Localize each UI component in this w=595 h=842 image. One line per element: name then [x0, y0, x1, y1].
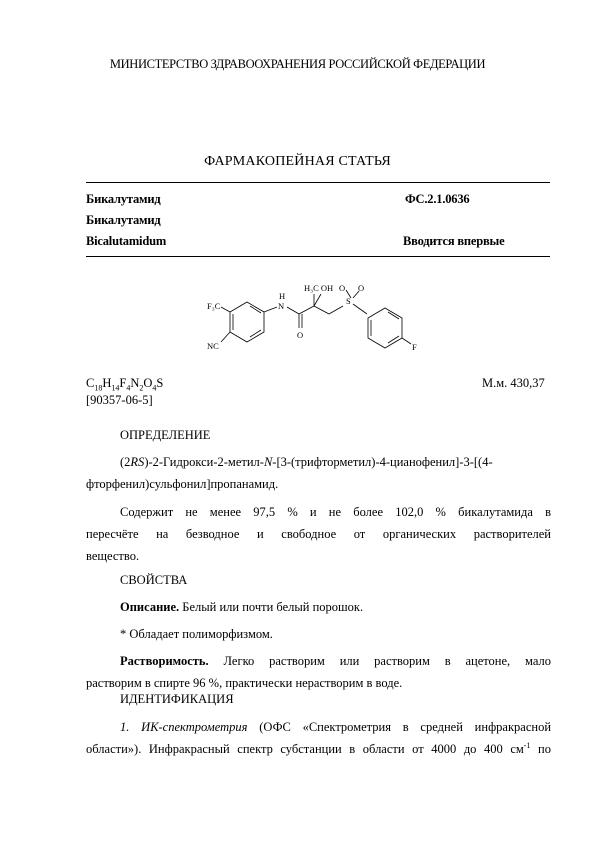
- molecular-mass: М.м. 430,37: [482, 376, 545, 390]
- introduction-status: Вводится впервые: [403, 234, 505, 248]
- latin-name: Bicalutamidum: [86, 234, 167, 248]
- nc-label: NC: [207, 341, 219, 351]
- substance-name-2: Бикалутамид: [86, 213, 161, 227]
- f3c-label: F₃C: [207, 301, 221, 311]
- h3c-oh-label: H₃C OH: [304, 283, 334, 293]
- solubility-line-2: растворим в спирте 96 %, практически нерастворим в воде.: [86, 676, 403, 690]
- molecular-formula: $C_{18}H_{14}F_4N_2O_4S$: [86, 376, 164, 393]
- sulfonyl-o2-label: O: [358, 283, 365, 293]
- n-label: N: [278, 301, 285, 311]
- definition-chemical-name-cont: фторфенил)сульфонил]пропанамид.: [86, 477, 279, 491]
- ir-spectrometry-line-2: области»). Инфракрасный спектр субстанции в области от 4000 до 400 $см^{-1}$ по: [86, 740, 551, 756]
- definition-chemical-name: (2RS)-2-Гидрокси-2-метил-N-[3-(трифторметил)-4-цианофенил]-3-[(4-: [120, 455, 493, 469]
- divider-top: [86, 182, 550, 183]
- content-line-2: пересчёте на безводное и свободное от органических растворителей: [86, 527, 551, 541]
- substance-name-1: Бикалутамид: [86, 192, 161, 206]
- carbonyl-o-label: O: [297, 330, 304, 340]
- description-paragraph: Описание. Белый или почти белый порошок.: [120, 600, 364, 614]
- structural-formula: [195, 282, 440, 364]
- ir-spectrometry-line-1: 1. ИК-спектрометрия (ОФС «Спектрометрия в средней инфракрасной: [120, 720, 552, 734]
- section-identification-heading: ИДЕНТИФИКАЦИЯ: [120, 692, 234, 706]
- document-code: ФС.2.1.0636: [405, 192, 470, 206]
- cas-number: [90357-06-5]: [86, 393, 153, 407]
- sulfonyl-o1-label: O: [339, 283, 346, 293]
- section-properties-heading: СВОЙСТВА: [120, 573, 188, 587]
- document-title: ФАРМАКОПЕЙНАЯ СТАТЬЯ: [204, 154, 391, 169]
- ministry-header: МИНИСТЕРСТВО ЗДРАВООХРАНЕНИЯ РОССИЙСКОЙ ФЕДЕРАЦИИ: [109, 57, 486, 71]
- content-line-3: вещество.: [86, 549, 140, 563]
- f-label: F: [412, 342, 417, 352]
- solubility-line-1: Растворимость. Легко растворим или растворим в ацетоне, мало: [120, 654, 551, 668]
- polymorphism-note: * Обладает полиморфизмом.: [120, 627, 273, 641]
- s-label: S: [346, 296, 351, 306]
- divider-bottom: [86, 256, 550, 257]
- bond-lines: [221, 290, 411, 348]
- content-line-1: Содержит не менее 97,5 % и не более 102,0 % бикалутамида в: [120, 505, 551, 519]
- h-label: H: [279, 291, 286, 301]
- section-definition-heading: ОПРЕДЕЛЕНИЕ: [120, 428, 211, 442]
